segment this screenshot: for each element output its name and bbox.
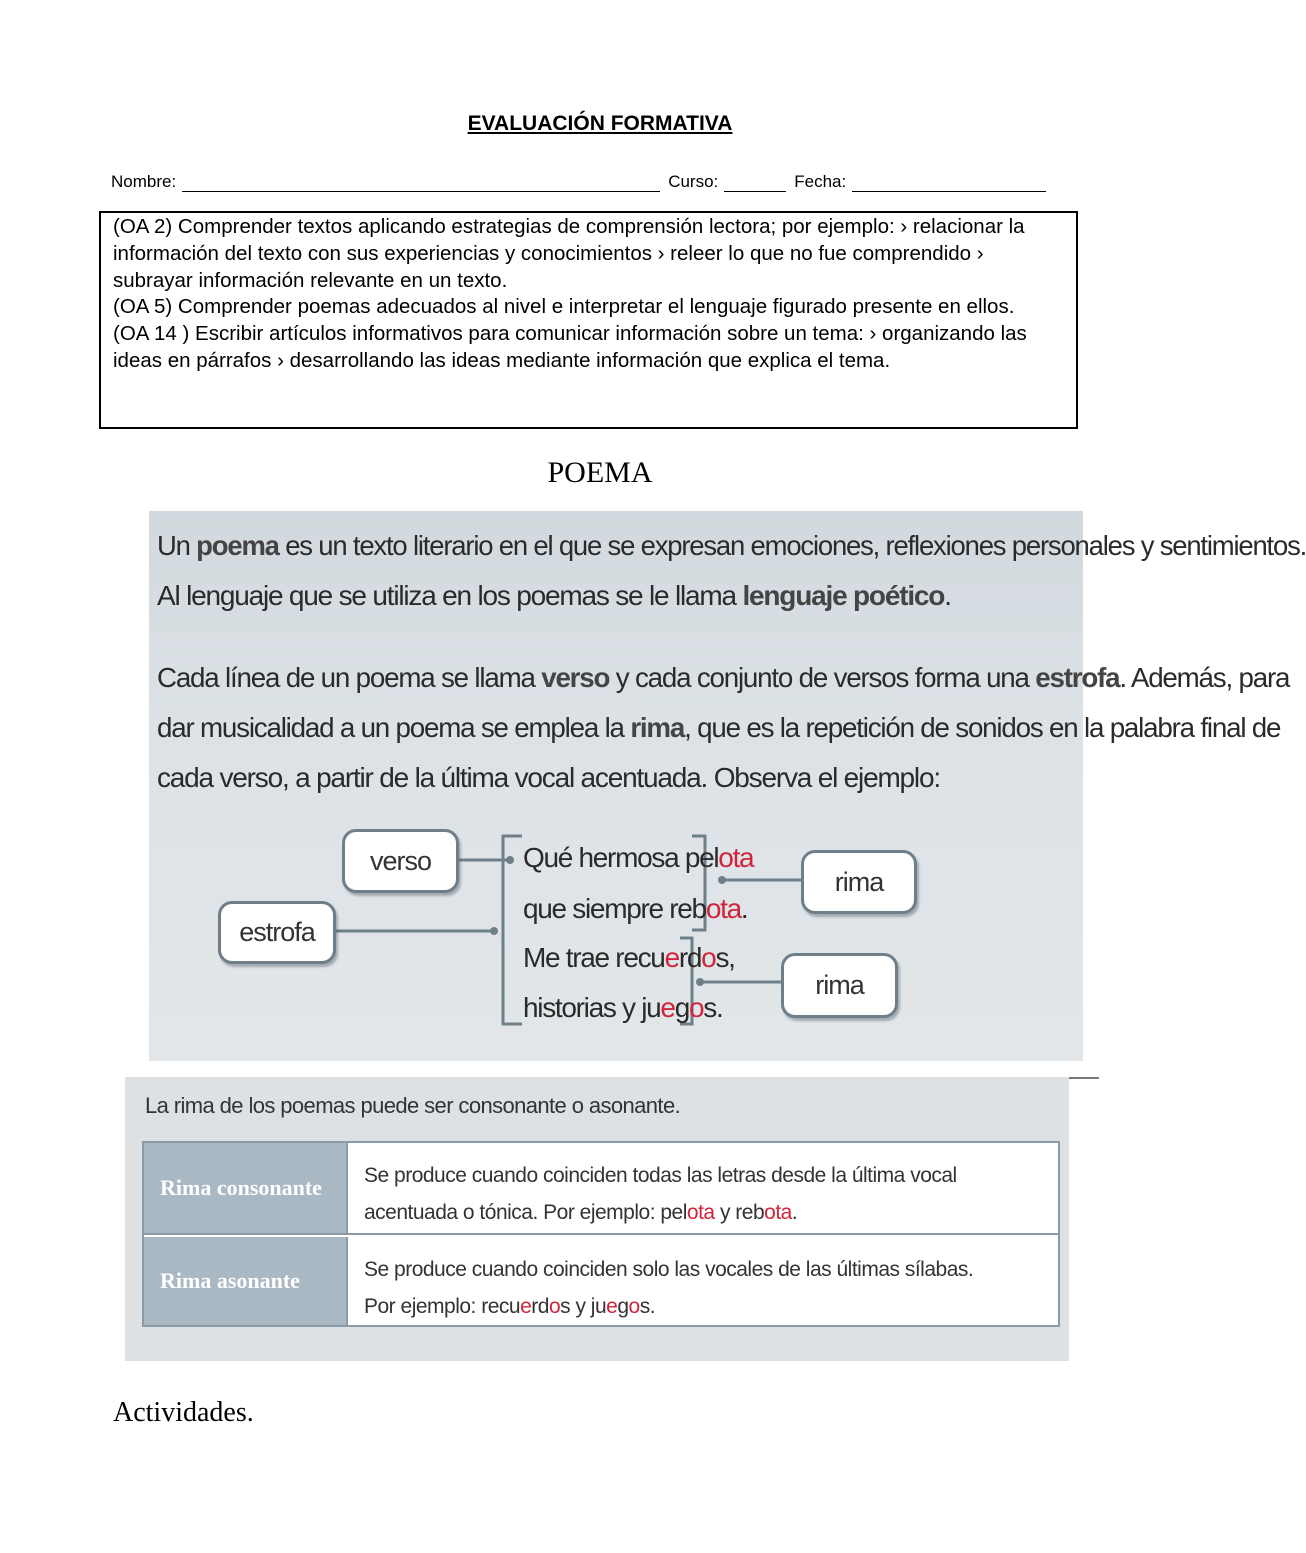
objective-oa14: (OA 14 ) Escribir artículos informativos para comunicar información sobre un tema: › organizando las ideas en párrafos › desarrollando las ideas mediante información que explica el tema.	[113, 322, 1027, 372]
activities-heading: Actividades.	[113, 1397, 254, 1428]
rima-asonante-head: Rima asonante	[144, 1237, 346, 1325]
rhyme-highlight: o	[628, 1295, 640, 1318]
connector-dot	[490, 927, 498, 935]
text-fragment: .	[791, 1201, 798, 1224]
rima-asonante-desc	[346, 1237, 1058, 1325]
poem-verse-4	[523, 992, 722, 1024]
rima-consonante-head: Rima consonante	[144, 1143, 346, 1233]
rhyme-highlight: e	[664, 942, 679, 973]
rhyme-highlight: ota	[686, 1201, 715, 1224]
text-fragment: . Además, para	[1119, 662, 1290, 693]
verse-text: historias y ju	[523, 992, 661, 1023]
desc-line	[364, 1194, 1042, 1231]
term-lenguaje-poetico: lenguaje poético	[742, 580, 945, 611]
text-fragment: , que es la repetición de sonidos en la palabra final de	[684, 712, 1281, 743]
verse-text: s.	[703, 992, 723, 1023]
objective-oa5: (OA 5) Comprender poemas adecuados al nivel e interpretar el lenguaje figurado presente en ellos.	[113, 295, 1015, 319]
rima-label-box-1: rima	[801, 850, 917, 914]
rhyme-highlight: o	[701, 942, 716, 973]
rhyme-types-table	[142, 1141, 1060, 1327]
table-row-consonante	[144, 1143, 1058, 1235]
verse-text: rd	[678, 942, 702, 973]
text-fragment: cada verso, a partir de la última vocal acentuada. Observa el ejemplo:	[157, 762, 940, 793]
rhyme-highlight: ota	[718, 842, 754, 873]
text-fragment: s y ju	[560, 1295, 607, 1318]
text-fragment: acentuada o tónica. Por ejemplo: pel	[364, 1201, 687, 1224]
nombre-label: Nombre:	[111, 172, 177, 191]
curso-label: Curso:	[668, 172, 719, 191]
rima-label-box-2: rima	[781, 953, 898, 1018]
term-verso: verso	[541, 662, 610, 693]
rhyme-highlight: ota	[764, 1201, 792, 1224]
text-fragment: dar musicalidad a un poema se emplea la	[157, 712, 631, 743]
objective-oa2: (OA 2) Comprender textos aplicando estrategias de comprensión lectora; por ejemplo: › relacionar la información del texto con sus experiencias y conocimientos › releer lo que no fue comprendido › subrayar información relevante en un texto.	[113, 215, 1025, 292]
rhyme-highlight: o	[688, 992, 704, 1023]
rima-consonante-desc	[346, 1143, 1058, 1233]
poem-verse-2	[523, 893, 747, 925]
verse-text: g	[674, 992, 689, 1023]
rhyme-highlight: e	[606, 1295, 618, 1318]
verse-text: .	[740, 893, 748, 924]
text-fragment: y cada conjunto de versos forma una	[609, 662, 1036, 693]
page-title: EVALUACIÓN FORMATIVA	[467, 112, 733, 135]
text-fragment: g	[617, 1295, 629, 1318]
poem-verse-3	[523, 942, 735, 974]
text-fragment: Al lenguaje que se utiliza en los poemas se le llama	[157, 580, 743, 611]
verse-text: Me trae recu	[523, 942, 665, 973]
text-fragment: y reb	[714, 1201, 765, 1224]
section-title: POEMA	[547, 456, 653, 489]
term-rima: rima	[630, 712, 685, 743]
text-fragment: Por ejemplo: recu	[364, 1295, 521, 1318]
text-fragment: Un	[157, 530, 197, 561]
verse-text: s,	[715, 942, 735, 973]
rhyme-highlight: e	[660, 992, 675, 1023]
connector-dot	[718, 876, 726, 884]
desc-line	[364, 1288, 1042, 1325]
divider	[1069, 1077, 1099, 1079]
rhyme-highlight: e	[520, 1295, 532, 1318]
connector-dot	[506, 856, 514, 864]
desc-line: Se produce cuando coinciden todas las letras desde la última vocal	[364, 1164, 957, 1187]
verse-text: que siempre reb	[523, 893, 706, 924]
estrofa-label-box: estrofa	[218, 901, 336, 964]
rhyme-highlight: ota	[705, 893, 741, 924]
text-fragment: Cada línea de un poema se llama	[157, 662, 542, 693]
term-estrofa: estrofa	[1035, 662, 1120, 693]
desc-line: Se produce cuando coinciden solo las vocales de las últimas sílabas.	[364, 1258, 974, 1281]
text-fragment: .	[944, 580, 951, 611]
connector-dot	[696, 978, 704, 986]
rhyme-highlight: o	[548, 1295, 561, 1318]
text-fragment: s.	[639, 1295, 656, 1318]
verso-label-box: verso	[342, 829, 459, 893]
verse-text: Qué hermosa pel	[523, 842, 719, 873]
text-fragment: rd	[531, 1295, 549, 1318]
estrofa-bracket	[503, 836, 522, 1024]
poem-verse-1	[523, 842, 753, 874]
table-row-asonante	[144, 1237, 1058, 1325]
rhyme-intro: La rima de los poemas puede ser consonante o asonante.	[145, 1093, 681, 1118]
fecha-label: Fecha:	[794, 172, 847, 191]
term-poema: poema	[196, 530, 279, 561]
text-fragment: es un texto literario en el que se expresan emociones, reflexiones personales y sentimientos.	[278, 530, 1306, 561]
